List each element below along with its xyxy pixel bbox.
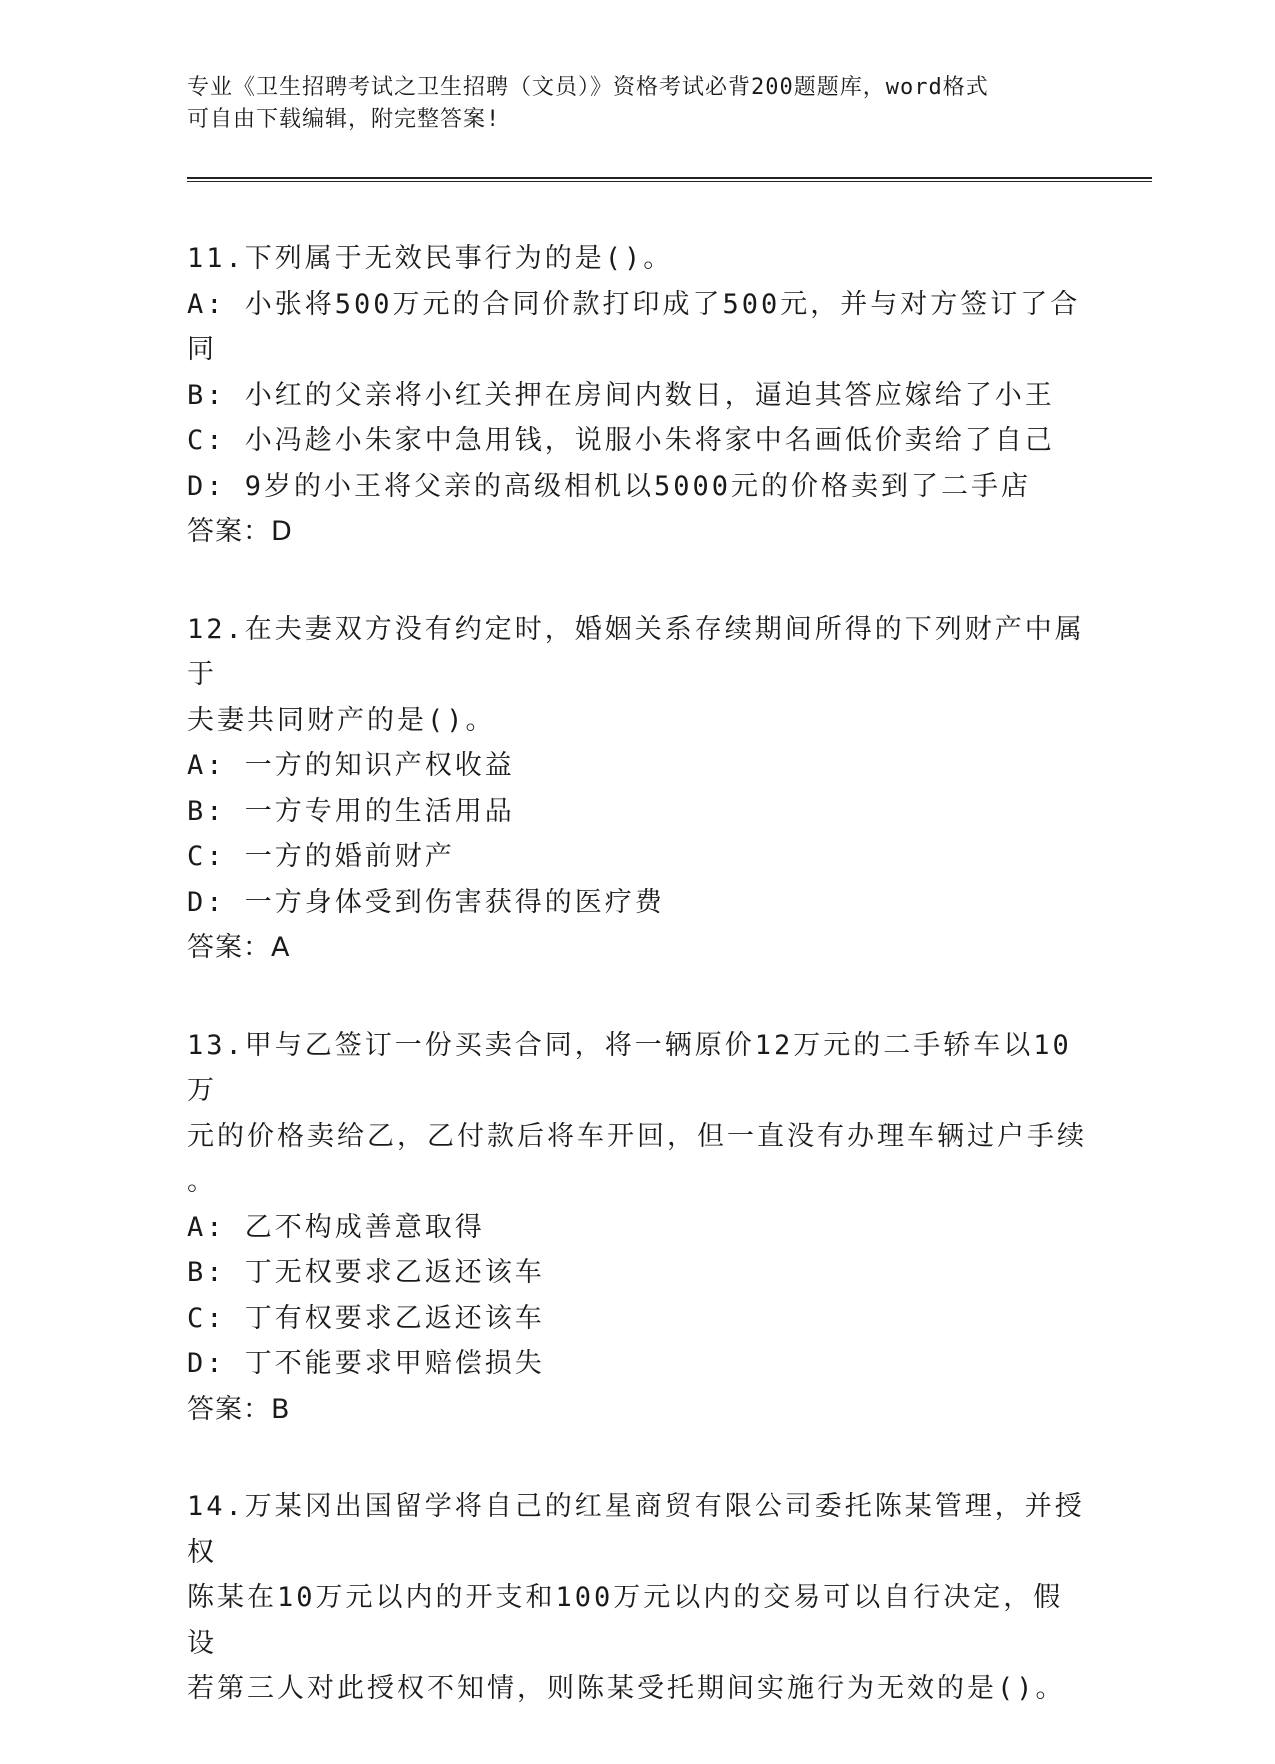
- question-13: [187, 1023, 1087, 1433]
- header-divider: [187, 177, 1152, 182]
- answer: 答案：D: [187, 516, 293, 547]
- question-stem-line: 元的价格卖给乙，乙付款后将车开回，但一直没有办理车辆过户手续: [187, 1120, 1087, 1152]
- header-line-2: 可自由下载编辑，附完整答案!: [187, 107, 501, 132]
- option-c: C: 一方的婚前财产: [187, 841, 455, 872]
- option-d: D: 一方身体受到伤害获得的医疗费: [187, 886, 665, 918]
- question-14: [187, 1484, 1087, 1712]
- option-d: D: 丁不能要求甲赔偿损失: [187, 1348, 545, 1379]
- question-stem-line: 若第三人对此授权不知情，则陈某受托期间实施行为无效的是()。: [187, 1673, 1066, 1704]
- question-stem-line: 13.甲与乙签订一份买卖合同，将一辆原价12万元的二手轿车以10万: [187, 1029, 1072, 1106]
- answer: 答案：B: [187, 1393, 291, 1425]
- question-12: [187, 607, 1087, 971]
- document-header: [187, 72, 1087, 136]
- question-stem-line: 陈某在10万元以内的开支和100万元以内的交易可以自行决定，假设: [187, 1582, 1064, 1659]
- question-11: [187, 236, 1087, 555]
- question-stem-line: 11.下列属于无效民事行为的是()。: [187, 243, 674, 274]
- question-stem-line: 14.万某冈出国留学将自己的红星商贸有限公司委托陈某管理，并授权: [187, 1491, 1085, 1568]
- option-b: B: 一方专用的生活用品: [187, 795, 515, 827]
- question-stem-line: 12.在夫妻双方没有约定时，婚姻关系存续期间所得的下列财产中属于: [187, 613, 1085, 690]
- answer: 答案：A: [187, 932, 291, 963]
- option-a: A: 小张将500万元的合同价款打印成了500元，并与对方签订了合同: [187, 288, 1081, 365]
- option-d: D: 9岁的小王将父亲的高级相机以5000元的价格卖到了二手店: [187, 470, 1032, 502]
- option-c: C: 小冯趁小朱家中急用钱，说服小朱将家中名画低价卖给了自己: [187, 425, 1055, 456]
- question-list: [187, 236, 1087, 1764]
- question-stem-line: 夫妻共同财产的是()。: [187, 704, 496, 736]
- option-b: B: 丁无权要求乙返还该车: [187, 1257, 545, 1288]
- option-b: B: 小红的父亲将小红关押在房间内数日，逼迫其答应嫁给了小王: [187, 379, 1055, 411]
- option-a: A: 一方的知识产权收益: [187, 750, 515, 781]
- question-stem-line: 。: [187, 1166, 217, 1197]
- option-c: C: 丁有权要求乙返还该车: [187, 1302, 545, 1334]
- header-line-1: 专业《卫生招聘考试之卫生招聘（文员）》资格考试必背200题题库，word格式: [187, 75, 989, 100]
- option-a: A: 乙不构成善意取得: [187, 1211, 485, 1243]
